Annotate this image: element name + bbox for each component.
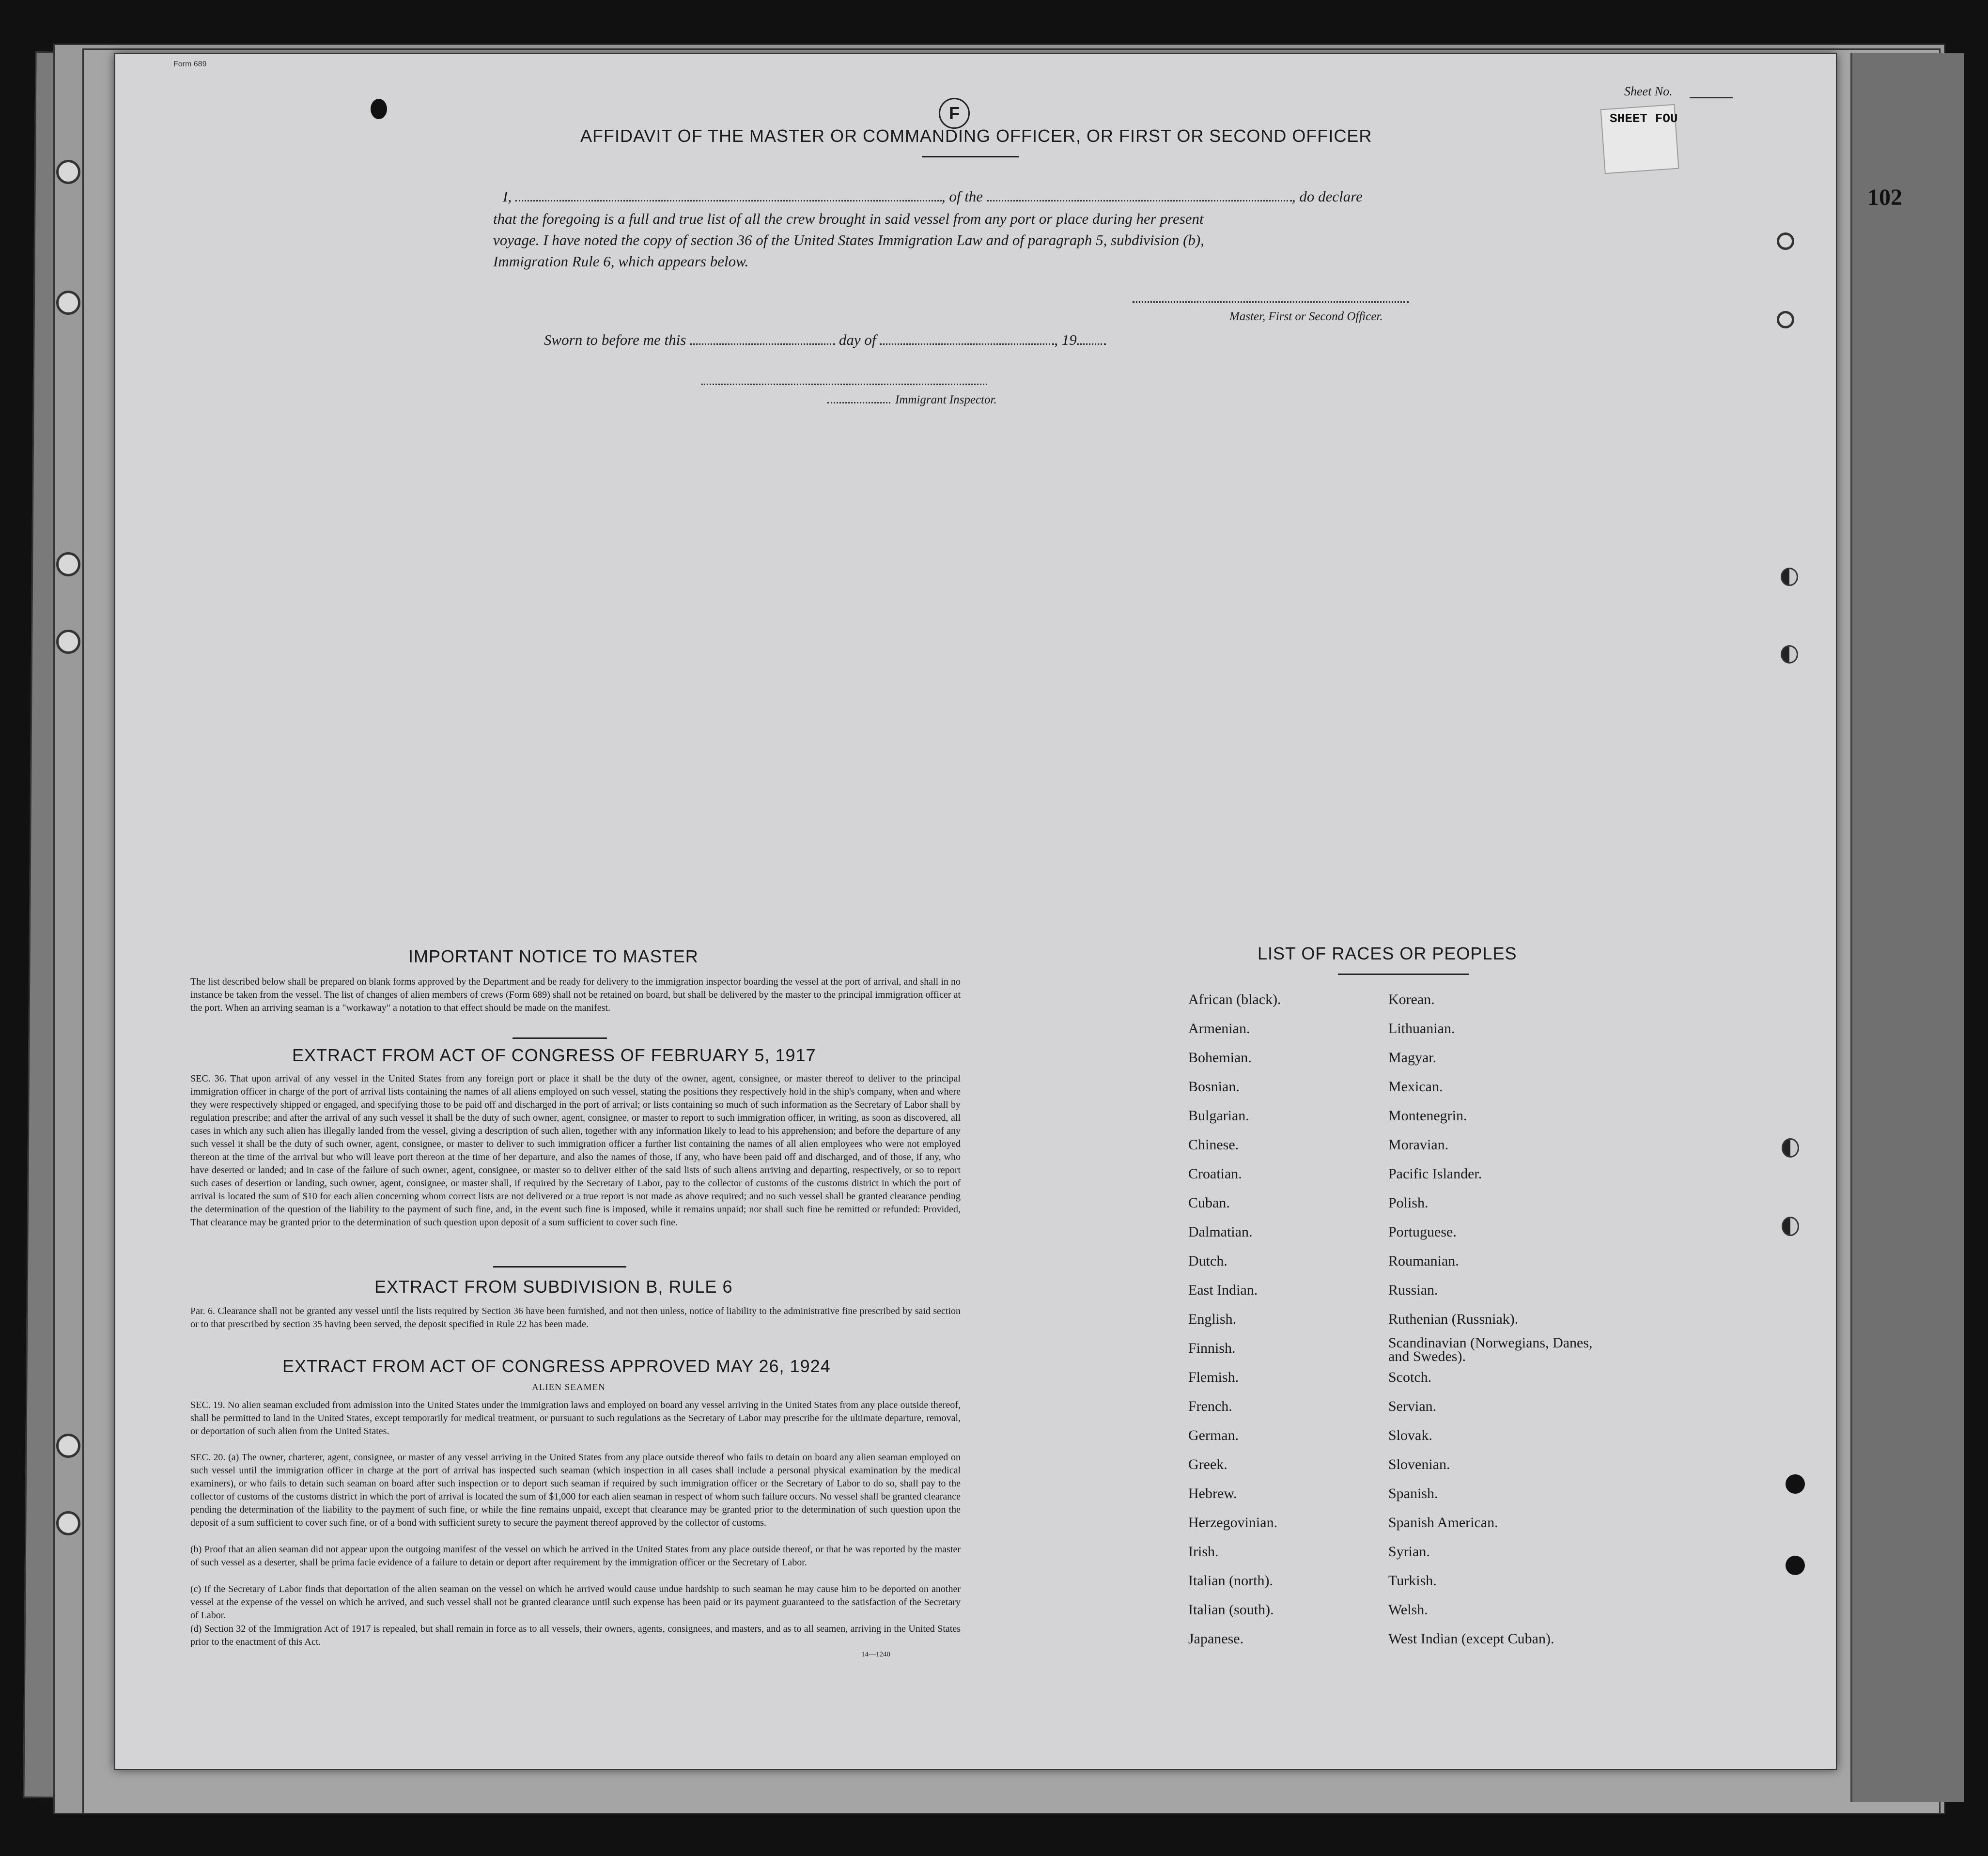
race-item: Russian. [1388,1282,1438,1298]
punch-hole [1786,1556,1805,1575]
extract-1924-sec20c: (c) If the Secretary of Labor finds that deportation of the alien seaman on the vessel on which he arrived would cause undue hardship to such seaman he may cause him to be deported on another vessel at the expense of the vessel on which he arrived, and such vessel shall not be granted clearance until such expense has been paid or its payment guaranteed to the satisfaction of the Secretary of Labor. [190,1584,961,1621]
extract-1917-title: EXTRACT FROM ACT OF CONGRESS OF FEBRUARY 5, 1917 [292,1045,816,1065]
race-item: Italian (north). [1188,1573,1273,1589]
race-item: German. [1188,1427,1239,1443]
extract-1924-sec20b: (b) Proof that an alien seaman did not appear upon the outgoing manifest of the vessel on which he arrived in the United States from any place outside thereof, or that he was reported by the master of such vessel as a deserter, shall be prima facie evidence of a failure to detain or deport after requirement by the immigration officer or the Secretary of Labor. [190,1544,961,1568]
sworn-day-field[interactable] [690,343,835,345]
punch-hole [1781,645,1798,664]
race-item: Pacific Islander. [1388,1166,1482,1182]
race-item: Welsh. [1388,1602,1428,1618]
race-item: Syrian. [1388,1544,1430,1560]
extract-rule6-body: Par. 6. Clearance shall not be granted any vessel until the lists required by Section 36 have been furnished, and not then unless, notice of liability to the administrative fine prescribed by said section or to that prescribed by section 35 having been served, the deposit specified in Rule 22 has been made. [190,1306,961,1330]
race-item: Bohemian. [1188,1050,1252,1066]
race-item: Spanish American. [1388,1515,1498,1531]
race-item: French. [1188,1398,1232,1414]
underlay-hole [56,160,80,184]
form-sheet [114,53,1837,1770]
extract-1924-subtitle: ALIEN SEAMEN [532,1382,606,1392]
inspector-signature-line[interactable] [701,384,987,385]
race-item: Italian (south). [1188,1602,1274,1618]
race-item: Lithuanian. [1388,1021,1455,1036]
race-item: East Indian. [1188,1282,1258,1298]
sheet-number-typed: SHEET FOU [1610,111,1678,126]
race-item: West Indian (except Cuban). [1388,1631,1554,1647]
race-item: Slovenian. [1388,1456,1450,1472]
punch-hole [1781,568,1798,586]
notice-rule [513,1037,607,1039]
race-item: Slovak. [1388,1427,1432,1443]
race-item: Spanish. [1388,1485,1438,1501]
sworn-label: Sworn to before me this [544,331,686,348]
race-item: Bosnian. [1188,1079,1240,1095]
race-item: Armenian. [1188,1021,1250,1036]
affidavit-line-2: that the foregoing is a full and true list of all the crew brought in said vessel from any port or place during her present [493,210,1204,227]
race-item: Korean. [1388,991,1435,1007]
vessel-field[interactable] [987,200,1292,201]
inspector-label: Immigrant Inspector. [895,393,997,406]
race-item: Japanese. [1188,1631,1244,1647]
race-item: Scotch. [1388,1369,1432,1385]
race-item: Bulgarian. [1188,1108,1249,1124]
race-item: Roumanian. [1388,1253,1459,1269]
race-item: Montenegrin. [1388,1108,1467,1124]
race-item: Hebrew. [1188,1485,1237,1501]
race-item: Mexican. [1388,1079,1443,1095]
race-item: Chinese. [1188,1137,1239,1153]
inspector-prefix-line [827,402,890,403]
extract-1924-sec20d: (d) Section 32 of the Immigration Act of 1917 is repealed, but shall remain in force as to all vessels, their owners, agents, consignees, and masters, and as to all seamen, arriving in the United States prior to the enactment of this Act. [190,1624,961,1647]
year-label: , 19 [1054,331,1077,348]
race-item: Scandinavian (Norwegians, Danes, and Swedes). [1388,1335,1593,1364]
sheet-no-label: Sheet No. [1624,84,1673,98]
race-item: Magyar. [1388,1050,1437,1066]
punch-hole [1782,1138,1799,1158]
notice-title: IMPORTANT NOTICE TO MASTER [408,946,699,966]
affidavit-line-4: Immigration Rule 6, which appears below. [493,253,749,270]
race-item: Finnish. [1188,1340,1236,1356]
punch-hole [371,99,387,119]
underlay-hole [56,291,80,315]
race-item: Cuban. [1188,1195,1230,1211]
sworn-line [544,331,1106,349]
master-signature-line[interactable] [1133,301,1409,303]
race-item: Irish. [1188,1544,1219,1560]
races-title: LIST OF RACES OR PEOPLES [1258,943,1517,963]
page-number-stamp: 102 [1867,185,1902,210]
race-item: Dalmatian. [1188,1224,1253,1240]
form-number: 14—1240 [861,1651,890,1658]
underlying-page-edge [1850,53,1964,1802]
extract-1924-sec19: SEC. 19. No alien seaman excluded from admission into the United States under the immigration laws and employed on board any vessel arriving in the United States from any place outside thereof, shall be permitted to land in the United States, except temporarily for medical treatment, or pursuant to such regulations as the Secretary of Labor may prescribe for the ultimate departure, removal, or deportation of such alien from the United States. [190,1400,961,1437]
title-rule [922,156,1019,157]
race-item: Greek. [1188,1456,1227,1472]
punch-hole [1777,232,1794,250]
race-item: English. [1188,1311,1237,1327]
races-rule [1338,974,1469,975]
name-field[interactable] [515,200,942,201]
underlay-hole [56,1511,80,1535]
of-the-label: , of the [941,188,983,205]
race-item: Flemish. [1188,1369,1239,1385]
punch-hole [1782,1217,1799,1236]
race-item: African (black). [1188,991,1281,1007]
notice-body: The list described below shall be prepared on blank forms approved by the Department and be ready for delivery to the immigration inspector boarding the vessel at the port of arrival, and shall in no instance be taken from the vessel. The list of changes of alien members of crews (Form 689) shall not be retained on board, but shall be delivered by the master to the principal immigration officer at the port. When an arriving seaman is a "workaway" a notation to that effect should be made on the manifest. [190,976,961,1013]
sworn-year-field[interactable] [1077,343,1106,345]
sworn-month-field[interactable] [880,343,1054,345]
extract-1917-rule [493,1266,626,1268]
extract-1924-title: EXTRACT FROM ACT OF CONGRESS APPROVED MAY 26, 1924 [282,1356,831,1376]
race-item: Croatian. [1188,1166,1242,1182]
underlay-hole [56,1434,80,1458]
corner-form-note: Form 689 [173,60,207,68]
day-of-label: day of [839,331,876,348]
race-item: Herzegovinian. [1188,1515,1278,1531]
race-item: Ruthenian (Russniak). [1388,1311,1519,1327]
affidavit-line-3: voyage. I have noted the copy of section 36 of the United States Immigration Law and of paragraph 5, subdivision (b), [493,232,1204,248]
do-declare-label: , do declare [1291,188,1363,205]
race-item: Turkish. [1388,1573,1437,1589]
race-item: Moravian. [1388,1137,1449,1153]
affidavit-line-1 [503,188,1363,205]
underlay-hole [56,630,80,654]
i-label: I, [503,188,512,205]
punch-hole [1786,1474,1805,1494]
extract-rule6-title: EXTRACT FROM SUBDIVISION B, RULE 6 [374,1277,733,1297]
race-item: Dutch. [1188,1253,1227,1269]
extract-1924-sec20a: SEC. 20. (a) The owner, charterer, agent, consignee, or master of any vessel arriving in the United States from any place outside thereof who fails to detain on board any alien seaman employed on such vessel until the immigration officer in charge at the port of arrival has inspected such seaman (which inspection in all cases shall include a personal physical examination by the medical examiners), or who fails to detain such seaman on board after such inspection or to deport such seaman if required by such immigration officer or the Secretary of Labor to do so, shall pay to the collector of customs of the customs district in which the port of arrival is located the sum of $1,000 for each alien seaman in respect of whom such failure occurs. No vessel shall be granted clearance pending the determination of the liability to the payment of such fine, or while the fine remains unpaid, except that clearance may be granted prior to the determination of such question upon the deposit of a sum sufficient to cover such fine, or of a bond with sufficient surety to secure the payment thereof approved by the collector of customs. [190,1452,961,1528]
affidavit-title: AFFIDAVIT OF THE MASTER OR COMMANDING OFFICER, OR FIRST OR SECOND OFFICER [580,126,1372,146]
race-item: Servian. [1388,1398,1437,1414]
master-signature-label: Master, First or Second Officer. [1229,310,1383,323]
sheet-no-line [1690,97,1733,98]
header-letter-badge: F [939,98,970,129]
race-item: Polish. [1388,1195,1429,1211]
punch-hole [1777,311,1794,328]
extract-1917-body: SEC. 36. That upon arrival of any vessel in the United States from any foreign port or place it shall be the duty of the owner, agent, consignee, or master thereof to deliver to the principal immigration officer in charge of the port of arrival lists containing the names of all aliens employed on such vessel, stating the positions they respectively hold in the ship's company, when and where they were respectively shipped or engaged, and specifying those to be paid off and discharged in the port of arrival; or lists containing so much of such information as the Secretary of Labor shall by regulation prescribe; and after the arrival of any such vessel it shall be the duty of such owner, agent, consignee, or master to report to such immigration officer, in writing, as soon as discovered, all cases in which any such alien has illegally landed from the vessel, giving a description of such alien, together with any information likely to lead to his apprehension; and before the departure of any such vessel it shall be the duty of such owner, agent, consignee, or master to deliver to such immigration officer a further list containing the names of all alien employees who were not employed thereon at the time of the arrival but who will leave port thereon at the time of her departure, and also the names of those, if any, who have been paid off and discharged, and of those, if any, who have deserted or landed; and in case of the failure of such owner, agent, consignee, or master so to deliver either of the said lists of such aliens arriving and departing, respectively, or so to report such cases of desertion or landing, such owner, agent, consignee, or master shall, if required by the Secretary of Labor, pay to the collector of customs of the customs district in which the port of arrival is located the sum of $10 for each alien concerning whom correct lists are not delivered or a true report is not made as above required; and no such vessel shall be granted clearance pending the determination of the question of the liability to the payment of such fine, and, in the event such fine is imposed, while it remains unpaid; nor shall such fine be remitted or refunded: Provided, That clearance may be granted prior to the determination of such question upon deposit of a sum sufficient to cover such fine. [190,1073,961,1228]
race-item: Portuguese. [1388,1224,1457,1240]
underlay-hole [56,552,80,576]
